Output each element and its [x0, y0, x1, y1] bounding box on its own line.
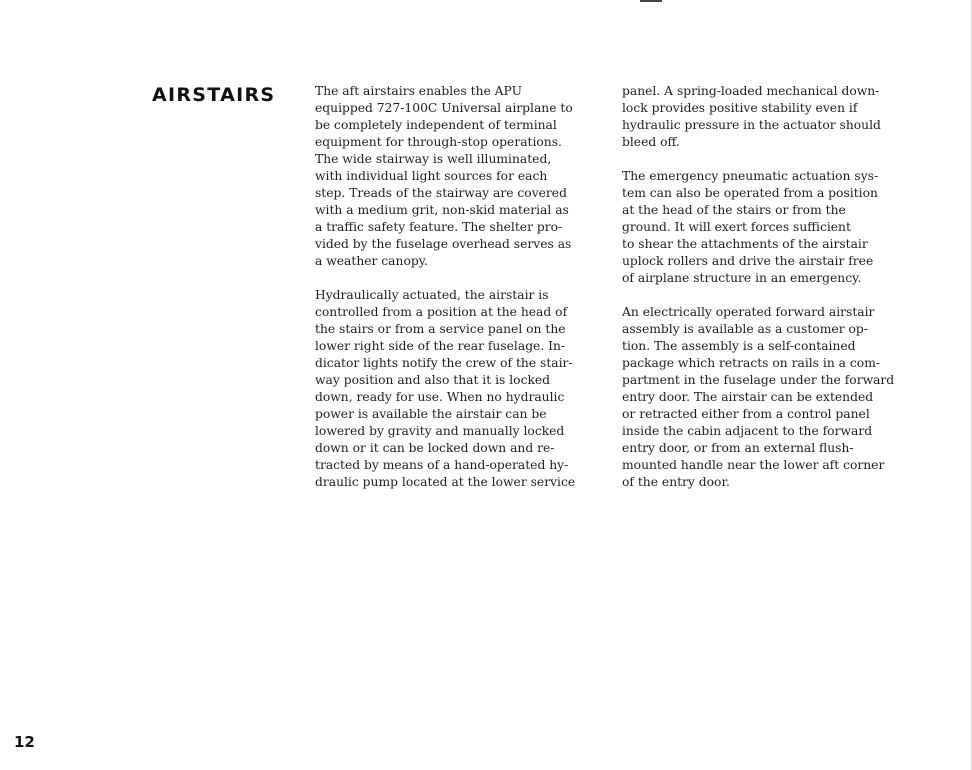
text-line: entry door, or from an external flush- [622, 441, 854, 455]
text-line: a weather canopy. [315, 254, 428, 268]
text-line: to shear the attachments of the airstair [622, 237, 868, 251]
text-line: controlled from a position at the head of [315, 305, 568, 319]
text-column-left [315, 83, 615, 508]
page-number: 12 [14, 733, 35, 751]
text-line: package which retracts on rails in a com- [622, 356, 881, 370]
paragraph [315, 83, 615, 270]
text-line: partment in the fuselage under the forward [622, 373, 895, 387]
text-line: lowered by gravity and manually locked [315, 424, 565, 438]
text-line: The wide stairway is well illuminated, [315, 152, 552, 166]
text-line: be completely independent of terminal [315, 118, 557, 132]
text-line: bleed off. [622, 135, 680, 149]
text-line: mounted handle near the lower aft corner [622, 458, 885, 472]
text-line: way position and also that it is locked [315, 373, 551, 387]
text-line: Hydraulically actuated, the airstair is [315, 288, 549, 302]
scan-mark [640, 0, 662, 2]
text-line: step. Treads of the stairway are covered [315, 186, 567, 200]
text-line: The aft airstairs enables the APU [315, 84, 522, 98]
paragraph [622, 304, 922, 491]
text-line: the stairs or from a service panel on the [315, 322, 566, 336]
paragraph [315, 287, 615, 491]
text-line: vided by the fuselage overhead serves as [315, 237, 572, 251]
text-line: at the head of the stairs or from the [622, 203, 846, 217]
text-line: dicator lights notify the crew of the stair- [315, 356, 573, 370]
text-column-right [622, 83, 922, 508]
text-line: equipment for through-stop operations. [315, 135, 562, 149]
text-line: inside the cabin adjacent to the forward [622, 424, 873, 438]
text-line: lower right side of the rear fuselage. In- [315, 339, 566, 353]
paragraph [622, 83, 922, 151]
section-heading: AIRSTAIRS [152, 84, 276, 106]
text-line: a traffic safety feature. The shelter pro- [315, 220, 563, 234]
text-line: lock provides positive stability even if [622, 101, 858, 115]
text-line: tracted by means of a hand-operated hy- [315, 458, 569, 472]
paragraph [622, 168, 922, 287]
text-line: panel. A spring-loaded mechanical down- [622, 84, 880, 98]
text-line: uplock rollers and drive the airstair free [622, 254, 874, 268]
text-line: or retracted either from a control panel [622, 407, 870, 421]
text-line: tem can also be operated from a position [622, 186, 878, 200]
text-line: An electrically operated forward airstair [622, 305, 875, 319]
text-line: power is available the airstair can be [315, 407, 547, 421]
text-line: with individual light sources for each [315, 169, 548, 183]
text-line: down, ready for use. When no hydraulic [315, 390, 565, 404]
text-line: ground. It will exert forces sufficient [622, 220, 851, 234]
text-line: The emergency pneumatic actuation sys- [622, 169, 879, 183]
text-line: draulic pump located at the lower service [315, 475, 576, 489]
text-line: down or it can be locked down and re- [315, 441, 555, 455]
text-line: assembly is available as a customer op- [622, 322, 868, 336]
text-line: equipped 727-100C Universal airplane to [315, 101, 573, 115]
text-line: hydraulic pressure in the actuator should [622, 118, 881, 132]
text-line: entry door. The airstair can be extended [622, 390, 874, 404]
text-line: of the entry door. [622, 475, 730, 489]
text-line: with a medium grit, non-skid material as [315, 203, 569, 217]
text-line: of airplane structure in an emergency. [622, 271, 862, 285]
text-line: tion. The assembly is a self-contained [622, 339, 856, 353]
